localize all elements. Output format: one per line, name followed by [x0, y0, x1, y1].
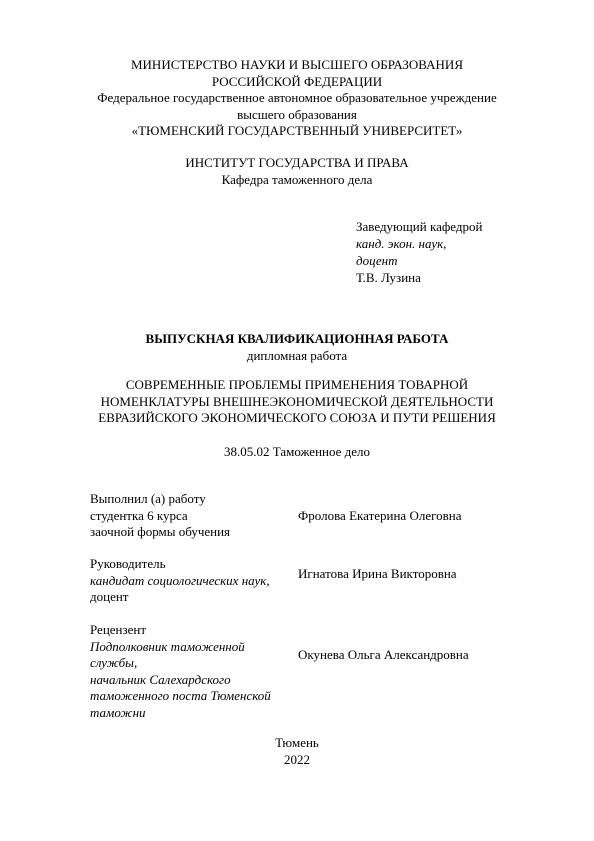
institute-name: ИНСТИТУТ ГОСУДАРСТВА И ПРАВА [185, 155, 409, 170]
reviewer-label-2: Подполковник таможенной [90, 638, 245, 654]
reviewer-label-4: начальник Салехардского [90, 671, 231, 687]
specialty: 38.05.02 Таможенное дело [223, 444, 371, 459]
work-type: ВЫПУСКНАЯ КВАЛИФИКАЦИОННАЯ РАБОТА [145, 331, 449, 346]
footer-city: Тюмень [275, 735, 319, 750]
author-label-2: студентка 6 курса [90, 507, 188, 523]
reviewer-label-3: службы, [90, 655, 138, 670]
approval-name: Т.В. Лузина [356, 270, 421, 285]
work-type-block [0, 331, 594, 364]
reviewer-labels [90, 622, 271, 721]
supervisor-label-1: Руководитель [90, 556, 166, 571]
ministry-line-2: РОССИЙСКОЙ ФЕДЕРАЦИИ [211, 73, 383, 89]
approval-block [356, 218, 482, 286]
department-name: Кафедра таможенного дела [221, 171, 373, 187]
supervisor-name: Игнатова Ирина Викторовна [298, 566, 457, 581]
supervisor-label-3: доцент [90, 589, 129, 604]
ministry-block [0, 57, 594, 140]
reviewer-label-6: таможни [90, 704, 146, 720]
reviewer-label-5: таможенного поста Тюменской [90, 688, 271, 703]
approval-role: Заведующий кафедрой [356, 219, 483, 234]
author-labels [90, 491, 230, 541]
specialty-block [0, 444, 594, 461]
institution-line-1: Федеральное государственное автономное образовательное учреждение [97, 90, 497, 105]
work-title-block [0, 377, 594, 427]
approval-degree: канд. экон. наук, [356, 236, 447, 251]
approval-rank: доцент [356, 253, 398, 268]
reviewer-label-1: Рецензент [90, 622, 147, 637]
reviewer-name: Окунева Ольга Александровна [298, 647, 469, 662]
work-subtype: дипломная работа [246, 347, 348, 363]
work-title-line-2: НОМЕНКЛАТУРЫ ВНЕШНЕЭКОНОМИЧЕСКОЙ ДЕЯТЕЛЬНОСТИ [100, 393, 494, 409]
work-title-line-3: ЕВРАЗИЙСКОГО ЭКОНОМИЧЕСКОГО СОЮЗА И ПУТИ РЕШЕНИЯ [98, 410, 496, 425]
author-name: Фролова Екатерина Олеговна [298, 508, 462, 523]
author-label-3: заочной формы обучения [90, 524, 231, 539]
supervisor-labels [90, 556, 270, 606]
supervisor-label-2: кандидат социологических наук, [90, 572, 270, 588]
work-title-line-1: СОВРЕМЕННЫЕ ПРОБЛЕМЫ ПРИМЕНЕНИЯ ТОВАРНОЙ [125, 377, 469, 392]
institution-line-2: высшего образования [237, 106, 357, 122]
ministry-line-1: МИНИСТЕРСТВО НАУКИ И ВЫСШЕГО ОБРАЗОВАНИЯ [130, 57, 463, 72]
footer-block [0, 735, 594, 768]
footer-year: 2022 [284, 751, 310, 767]
university-name: «ТЮМЕНСКИЙ ГОСУДАРСТВЕННЫЙ УНИВЕРСИТЕТ» [131, 123, 463, 138]
author-label-1: Выполнил (а) работу [90, 491, 206, 506]
institute-block [0, 155, 594, 188]
